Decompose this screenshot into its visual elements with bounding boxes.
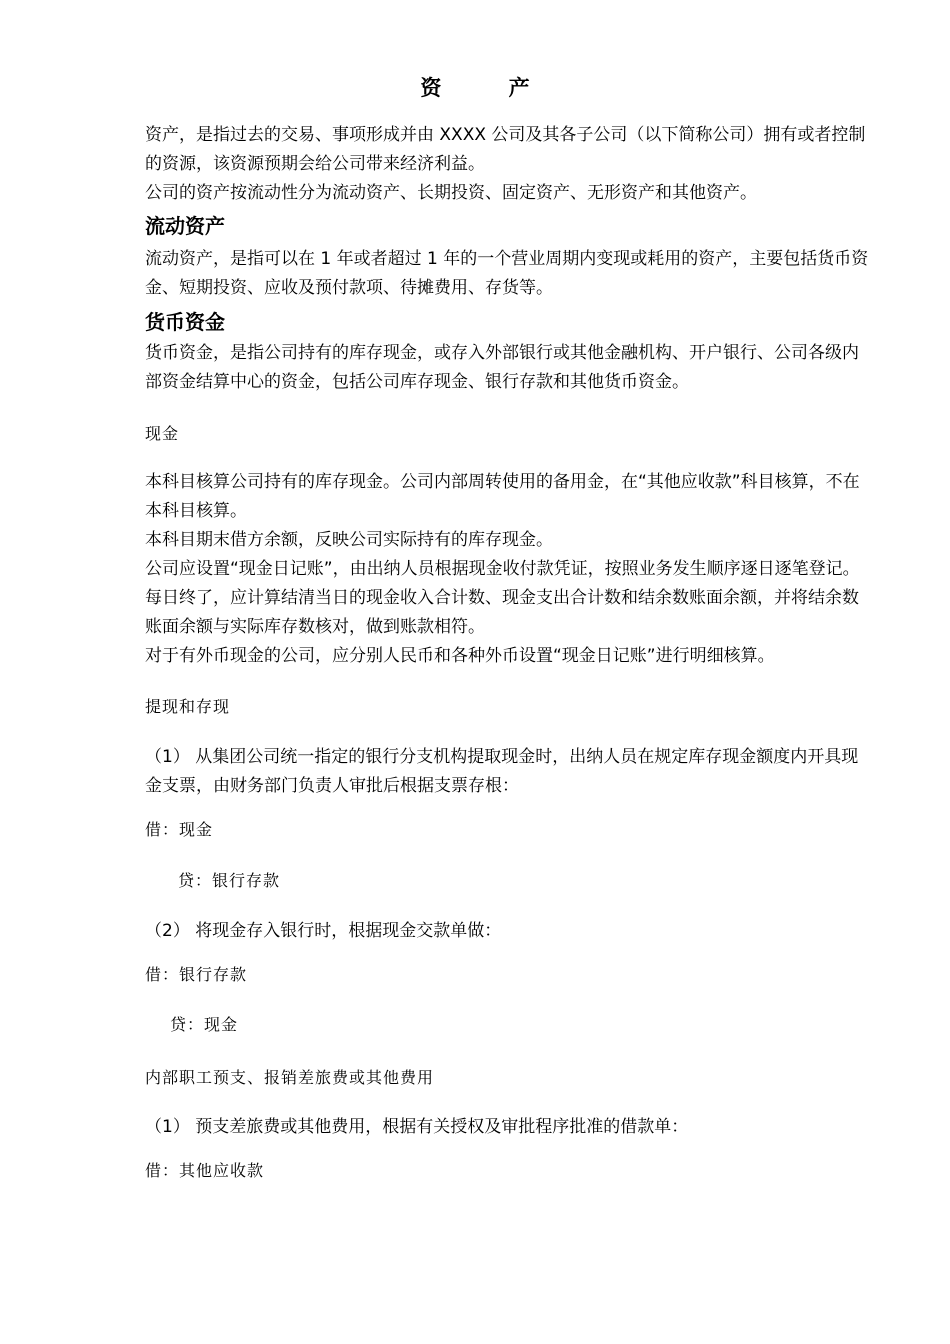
monetary-funds-paragraph: 货币资金，是指公司持有的库存现金，或存入外部银行或其他金融机构、开户银行、公司各级内部资金结算中心的资金，包括公司库存现金、银行存款和其他货币资金。 [145, 343, 859, 392]
withdraw-item-1-credit: 贷：银行存款 [178, 871, 281, 890]
deposit-item-2-credit: 贷：现金 [170, 1015, 239, 1034]
intro-paragraph-1: 资产，是指过去的交易、事项形成并由 XXXX 公司及其各子公司（以下简称公司）拥有或者控制的资源，该资源预期会给公司带来经济利益。 [145, 125, 866, 174]
section-heading-current-assets: 流动资产 [145, 214, 225, 238]
cash-paragraph-1: 本科目核算公司持有的库存现金。公司内部周转使用的备用金，在“其他应收款”科目核算，不在本科目核算。 [145, 472, 860, 521]
intro-paragraph-2: 公司的资产按流动性分为流动资产、长期投资、固定资产、无形资产和其他资产。 [145, 183, 757, 203]
withdraw-item-1: （1） 从集团公司统一指定的银行分支机构提取现金时，出纳人员在规定库存现金额度内开具现金支票，由财务部门负责人审批后根据支票存根： [145, 747, 859, 796]
cash-paragraph-4: 对于有外币现金的公司，应分别人民币和各种外币设置“现金日记账”进行明细核算。 [145, 646, 775, 666]
subsection-heading-advances: 内部职工预支、报销差旅费或其他费用 [145, 1068, 435, 1087]
subsection-heading-cash: 现金 [145, 424, 180, 443]
current-assets-paragraph: 流动资产，是指可以在 1 年或者超过 1 年的一个营业周期内变现或耗用的资产，主要包括货币资金、短期投资、应收及预付款项、待摊费用、存货等。 [145, 249, 869, 298]
cash-paragraph-3: 公司应设置“现金日记账”，由出纳人员根据现金收付款凭证，按照业务发生顺序逐日逐笔登记。每日终了，应计算结清当日的现金收入合计数、现金支出合计数和结余数账面余额，并将结余数账面余额与实际库存数核对，做到账款相符。 [145, 559, 860, 637]
advances-item-1: （1） 预支差旅费或其他费用，根据有关授权及审批程序批准的借款单： [145, 1117, 689, 1137]
page-title: 资 产 [420, 76, 560, 100]
withdraw-item-1-debit: 借：现金 [145, 820, 214, 839]
cash-paragraph-2: 本科目期末借方余额，反映公司实际持有的库存现金。 [145, 530, 553, 550]
section-heading-monetary-funds: 货币资金 [145, 310, 225, 334]
deposit-item-2-debit: 借：银行存款 [145, 965, 248, 984]
deposit-item-2: （2） 将现金存入银行时，根据现金交款单做： [145, 921, 502, 941]
advances-item-1-debit: 借：其他应收款 [145, 1161, 265, 1180]
subsection-heading-withdraw-deposit: 提现和存现 [145, 697, 231, 716]
